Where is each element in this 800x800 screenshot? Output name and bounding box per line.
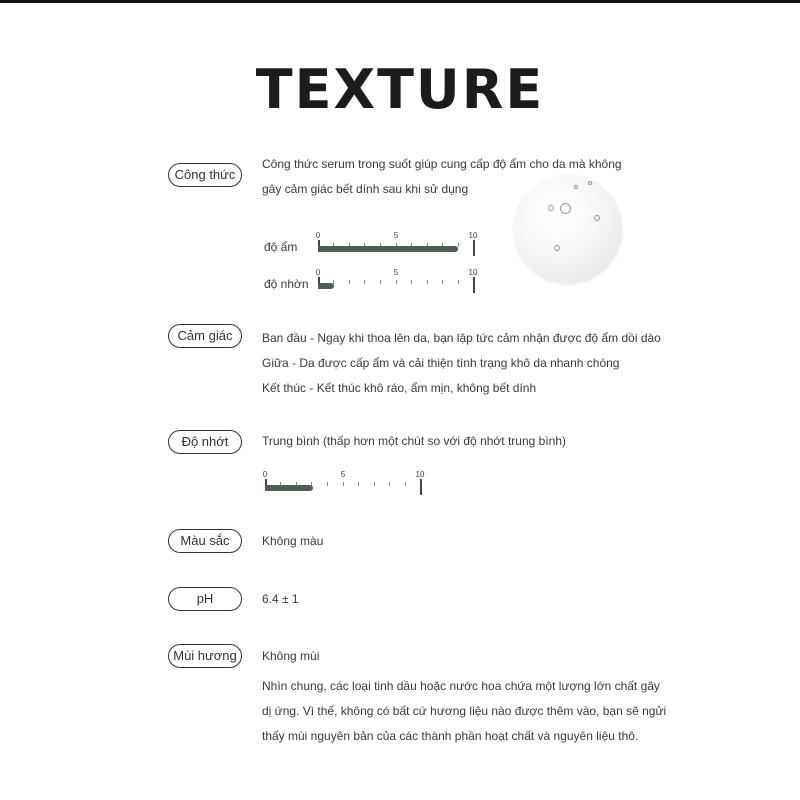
feeling-line-3: Kết thúc - Kết thúc khô ráo, ẩm mịn, không bết dính xyxy=(262,381,537,395)
ph-text: 6.4 ± 1 xyxy=(262,592,299,606)
scent-line-1: Nhìn chung, các loại tinh dầu hoặc nước hoa chứa một lượng lớn chất gây xyxy=(262,679,660,693)
viscosity-text: Trung bình (thấp hơn một chút so với độ nhớt trung bình) xyxy=(262,434,566,448)
formula-line-1: Công thức serum trong suốt giúp cung cấp độ ẩm cho da mà không xyxy=(262,157,622,171)
oiliness-label: độ nhờn xyxy=(264,277,309,291)
scent-description xyxy=(262,674,666,749)
scent-line-2: dị ứng. Vì thế, không có bất cứ hương liệu nào được thêm vào, bạn sẽ ngửi xyxy=(262,704,667,718)
top-border xyxy=(0,0,800,3)
label-feeling: Cảm giác xyxy=(168,324,242,348)
color-text: Không màu xyxy=(262,534,324,548)
serum-droplet-image xyxy=(514,175,622,283)
page-title: TEXTURE xyxy=(255,58,545,121)
label-ph: pH xyxy=(168,587,242,611)
formula-line-2: gây cảm giác bết dính sau khi sử dụng xyxy=(262,182,469,196)
label-formula: Công thức xyxy=(168,163,242,187)
viscosity-bar xyxy=(265,485,313,491)
scent-text: Không mùi xyxy=(262,649,320,663)
feeling-text xyxy=(262,326,661,401)
moisture-scale: 0 5 10 xyxy=(318,231,478,261)
label-color: Màu sắc xyxy=(168,529,242,553)
moisture-bar xyxy=(318,246,458,252)
viscosity-scale: 0 5 10 xyxy=(265,470,425,500)
label-scent: Mùi hương xyxy=(168,644,242,668)
oiliness-bar xyxy=(318,283,334,289)
scent-line-3: thấy mùi nguyên bản của các thành phần hoạt chất và nguyên liệu thô. xyxy=(262,729,639,743)
feeling-line-2: Giữa - Da được cấp ẩm và cải thiện tình trạng khô da nhanh chóng xyxy=(262,356,620,370)
moisture-label: độ ẩm xyxy=(264,240,298,254)
feeling-line-1: Ban đầu - Ngay khi thoa lên da, bạn lập tức cảm nhận được độ ẩm dồi dào xyxy=(262,331,661,345)
oiliness-scale: 0 5 10 xyxy=(318,268,478,298)
label-viscosity: Độ nhớt xyxy=(168,430,242,454)
